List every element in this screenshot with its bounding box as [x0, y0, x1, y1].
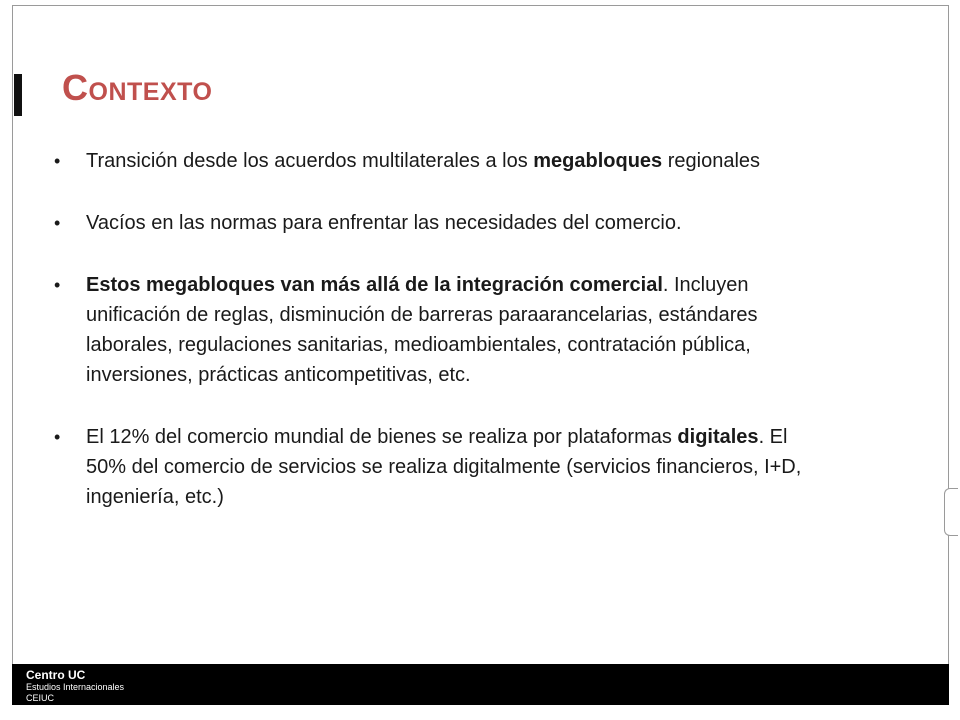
- bullet-text-bold: digitales: [677, 426, 759, 448]
- bullet-list: [48, 146, 808, 544]
- bullet-text: El 12% del comercio mundial de bienes se realiza por plataformas: [86, 426, 678, 448]
- bullet-dot-icon: •: [54, 275, 61, 295]
- bullet-item: [48, 422, 808, 512]
- bullet-text: . El 50% del comercio de servicios se realiza digitalmente (servicios financieros, I+D, ingeniería, etc.): [86, 426, 802, 508]
- centro-uc-logo: [26, 669, 124, 704]
- bullet-item: [48, 208, 808, 238]
- bullet-dot-icon: •: [54, 427, 61, 447]
- right-edge-tab: [944, 488, 958, 536]
- logo-line-3: CEIUC: [26, 693, 55, 703]
- bullet-text: regionales: [662, 150, 761, 172]
- bullet-dot-icon: •: [54, 151, 61, 171]
- bullet-text: Transición desde los acuerdos multilaterales a los: [86, 150, 534, 172]
- bullet-text: Vacíos en las normas para enfrentar las necesidades del comercio.: [86, 212, 682, 234]
- bullet-item: [48, 270, 808, 390]
- bullet-dot-icon: •: [54, 213, 61, 233]
- logo-line-1: Centro UC: [26, 668, 86, 682]
- footer-bar: [12, 664, 949, 705]
- bullet-text-bold: Estos megabloques van más allá de la integración comercial: [86, 274, 663, 296]
- logo-line-2: Estudios Internacionales: [26, 682, 125, 692]
- bullet-item: [48, 146, 808, 176]
- left-accent-bar: [14, 74, 22, 116]
- bullet-text: . Incluyen unificación de reglas, disminución de barreras paraarancelarias, estándares laborales, regulaciones sanitarias, medioambientales, contratación pública, inversiones, prácticas anticompetitivas, etc.: [86, 274, 758, 386]
- bullet-text-bold: megabloques: [533, 150, 663, 172]
- slide-title: Contexto: [62, 67, 213, 108]
